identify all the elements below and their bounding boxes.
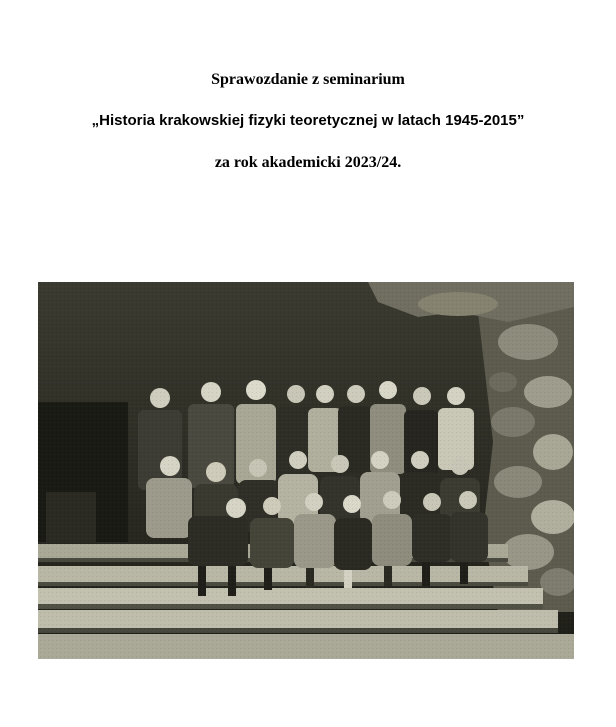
seminar-name: „Historia krakowskiej fizyki teoretycznej w latach 1945-2015” [91, 112, 525, 129]
academic-year: za rok akademicki 2023/24. [214, 154, 402, 171]
group-photo-drawing [38, 282, 574, 659]
group-photo [38, 282, 574, 659]
report-title: Sprawozdanie z seminarium [211, 71, 405, 88]
